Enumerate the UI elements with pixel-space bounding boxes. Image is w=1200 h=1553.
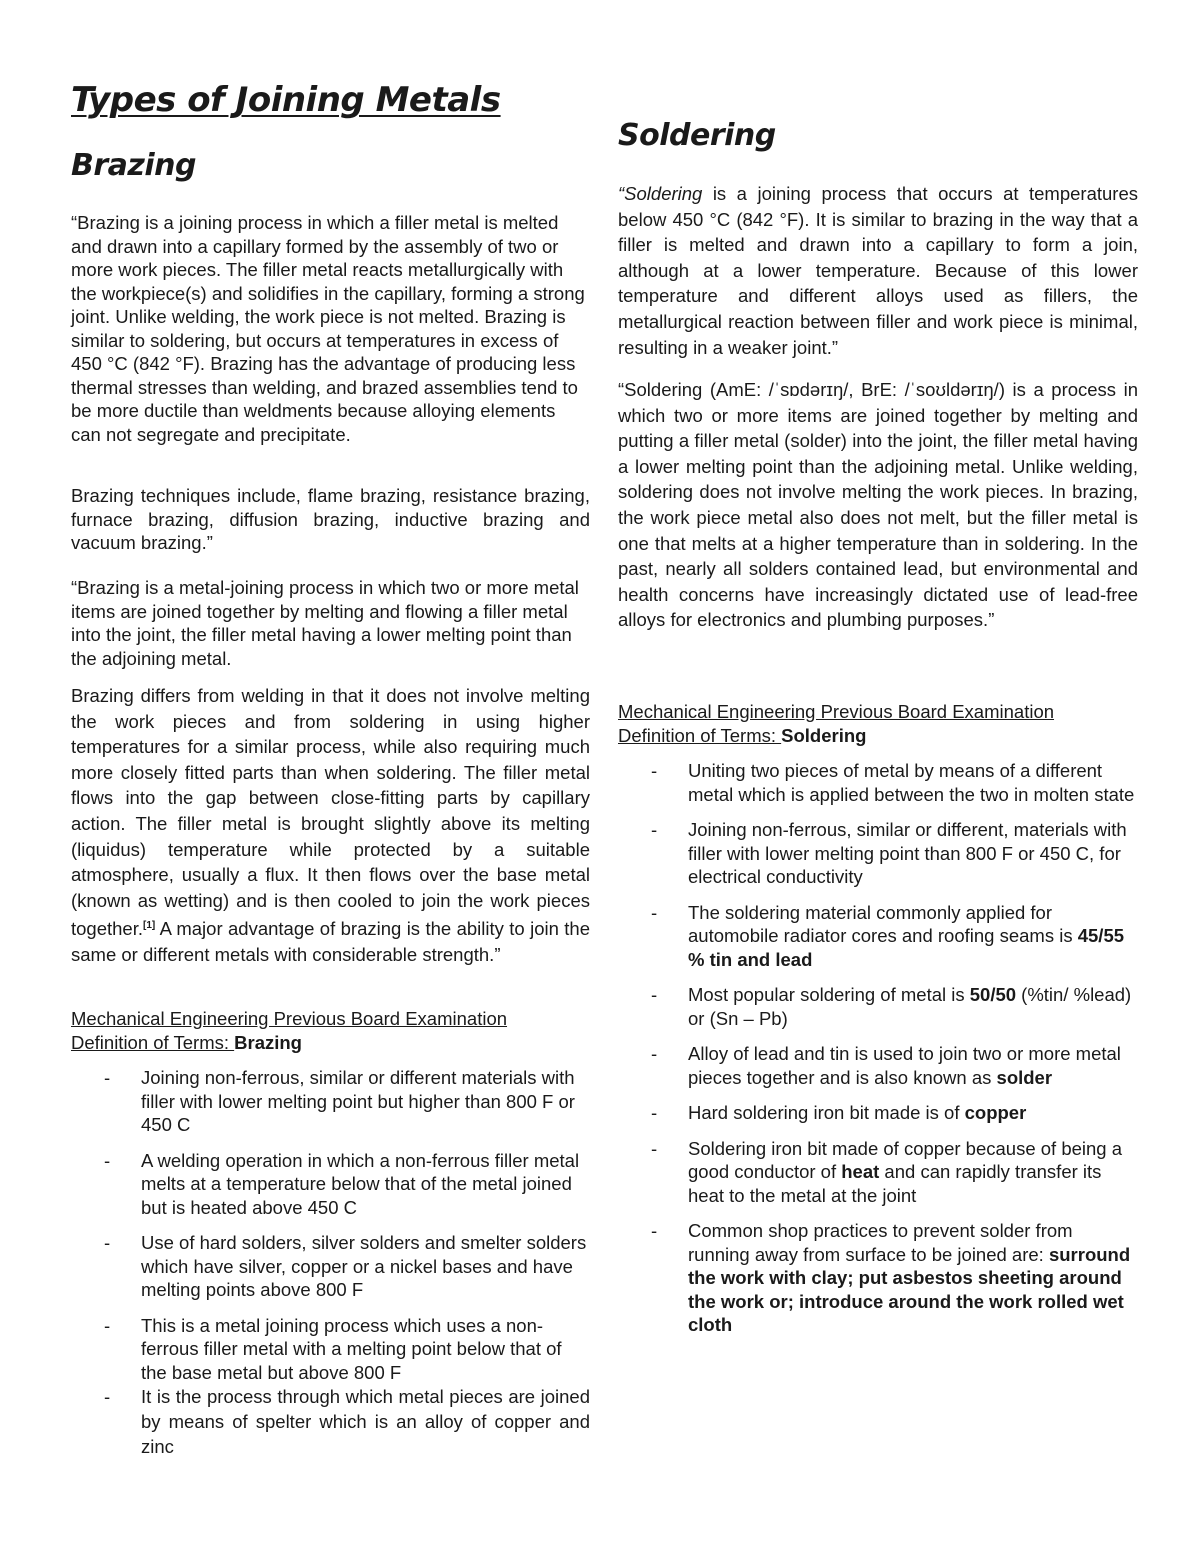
- dash-bullet: -: [651, 1043, 658, 1064]
- dash-bullet: -: [651, 819, 658, 840]
- list-item: [618, 759, 1138, 806]
- page-title: Types of Joining Metals: [71, 80, 501, 120]
- dash-bullet: -: [651, 901, 658, 923]
- ref-term: Brazing: [234, 1031, 302, 1053]
- list-item-text: Use of hard solders, silver solders and smelter solders which have silver, copper or a nickel bases and have melting points above 800 F: [141, 1232, 587, 1300]
- brazing-paragraph-4-body: Brazing differs from welding in that it does not involve melting the work pieces and from soldering in using higher temperatures for a similar process, while also requiring much more closely fitted parts than when soldering. The filler metal flows into the gap between close-fitting parts by capillary action. The filler metal is brought slightly above its melting (liquidus) temperature while protected by a suitable atmosphere, usually a flux. It then flows over the base metal (known as wetting) and is then cooled to join the work pieces together.: [71, 685, 590, 940]
- footnote-mark[interactable]: [1]: [143, 920, 156, 932]
- list-item: [618, 1101, 1138, 1125]
- list-item-text: A welding operation in which a non-ferrous filler metal melts at a temperature below that of the metal joined but is heated above 450 C: [141, 1149, 580, 1218]
- dash-bullet: -: [651, 1220, 658, 1241]
- soldering-reference-heading: [618, 700, 1138, 747]
- list-item: [71, 1066, 590, 1137]
- list-item-bold: solder: [996, 1066, 1053, 1088]
- brazing-paragraph-2: [71, 484, 590, 555]
- list-item-text: Joining non-ferrous, similar or different materials with filler with lower melting point but higher than 800 F or 450 C: [141, 1067, 575, 1135]
- list-item-bold: 50/50: [969, 984, 1017, 1005]
- soldering-paragraph-1: [618, 181, 1138, 360]
- soldering-paragraph-1-text: is a joining process that occurs at temperatures below 450 °C (842 °F). It is similar to brazing in the way that a filler is melted and drawn into a capillary to form a join, although at a lower temperature. Because of this lower temperature and different alloys used as fillers, the metallurgical reaction between filler and work piece is minimal, resulting in a weaker joint.”: [618, 183, 1138, 358]
- dash-bullet: -: [104, 1314, 111, 1336]
- list-item: [71, 1231, 590, 1302]
- brazing-reference-heading: [71, 1007, 590, 1054]
- list-item-text: It is the process through which metal pieces are joined by means of spelter which is an alloy of copper and zinc: [141, 1386, 590, 1457]
- soldering-terms-list: [618, 759, 1138, 1349]
- list-item-text: Alloy of lead and tin is used to join two or more metal pieces together and is also known as: [688, 1043, 1121, 1088]
- list-item-text: Uniting two pieces of metal by means of a different metal which is applied between the two in molten state: [688, 760, 1135, 805]
- brazing-paragraph-1: [71, 211, 590, 446]
- list-item-text: Hard soldering iron bit made is of: [688, 1102, 965, 1123]
- list-item: [618, 1042, 1138, 1089]
- soldering-paragraph-2: [618, 377, 1138, 633]
- list-item-text: The soldering material commonly applied for automobile radiator cores and roofing seams is: [688, 901, 1078, 946]
- dash-bullet: -: [651, 1137, 658, 1159]
- dash-bullet: -: [651, 1102, 658, 1123]
- list-item-text: Most popular soldering of metal is: [688, 984, 970, 1005]
- list-item: [618, 818, 1138, 889]
- brazing-paragraph-3: [71, 576, 590, 670]
- ref-term: Soldering: [781, 724, 867, 746]
- brazing-heading: Brazing: [71, 148, 196, 183]
- dash-bullet: -: [104, 1232, 111, 1253]
- list-item-bold: 45/55 % tin and lead: [688, 925, 1125, 970]
- brazing-paragraph-3-text: “Brazing is a metal-joining process in which two or more metal items are joined together by melting and flowing a filler metal into the joint, the filler metal having a lower melting point than the adjoining metal.: [71, 577, 579, 669]
- list-item: [618, 1137, 1138, 1208]
- list-item: [71, 1384, 590, 1459]
- list-item-bold: heat: [841, 1161, 880, 1182]
- brazing-paragraph-4-text: [71, 683, 590, 968]
- list-item-text: Soldering iron bit made of copper because of being a good conductor of: [688, 1137, 1123, 1182]
- brazing-paragraph-1-text: “Brazing is a joining process in which a filler metal is melted and drawn into a capillary formed by the assembly of two or more work pieces. The filler metal reacts metallurgically with the workpiece(s) and solidifies in the capillary, forming a strong joint. Unlike welding, the work piece is not melted. Brazing is similar to soldering, but occurs at temperatures in excess of 450 °C (842 °F). Brazing has the advantage of producing less thermal stresses than welding, and brazed assemblies tend to be more ductile than weldments because alloying elements can not segregate and precipitate.: [71, 212, 585, 445]
- soldering-heading: Soldering: [618, 118, 776, 153]
- list-item-bold: copper: [964, 1102, 1027, 1123]
- brazing-paragraph-4: [71, 683, 590, 968]
- list-item: [71, 1149, 590, 1220]
- brazing-paragraph-2-text: Brazing techniques include, flame brazing, resistance brazing, furnace brazing, diffusion brazing, inductive brazing and vacuum brazing.”: [71, 485, 590, 553]
- brazing-terms-list: [71, 1066, 590, 1471]
- list-item-text: Common shop practices to prevent solder from running away from surface to be joined are:: [688, 1220, 1073, 1265]
- dash-bullet: -: [104, 1149, 111, 1171]
- list-item-text-after: and can rapidly transfer its heat to the metal at the joint: [688, 1161, 1102, 1206]
- brazing-paragraph-4-tail: A major advantage of brazing is the ability to join the same or different metals with considerable strength.”: [71, 918, 590, 966]
- dash-bullet: -: [651, 984, 658, 1005]
- soldering-paragraph-2-text: “Soldering (AmE: /ˈsɒdərɪŋ/, BrE: /ˈsoʊldərɪŋ/) is a process in which two or more items are joined together by melting and putting a filler metal (solder) into the joint, the filler metal having a lower melting point than the adjoining metal. Unlike welding, soldering does not involve melting the work pieces. In brazing, the work piece metal also does not melt, but the filler metal is one that melts at a higher temperature than in soldering. In the past, nearly all solders contained lead, but environmental and health concerns have increasingly dictated use of lead-free alloys for electronics and plumbing purposes.”: [618, 379, 1138, 631]
- list-item: [71, 1314, 590, 1385]
- list-item: [618, 1219, 1138, 1337]
- dash-bullet: -: [104, 1386, 111, 1407]
- list-item-text: Joining non-ferrous, similar or different, materials with filler with lower melting point than 800 F or 450 C, for electrical conductivity: [688, 819, 1127, 887]
- list-item-text: This is a metal joining process which uses a non-ferrous filler metal with a melting point below that of the base metal but above 800 F: [141, 1314, 562, 1383]
- list-item-bold: surround the work with clay; put asbestos sheeting around the work or; introduce around the work rolled wet cloth: [688, 1243, 1131, 1335]
- dash-bullet: -: [104, 1067, 111, 1088]
- ref-source-line: Mechanical Engineering Previous Board Examination: [71, 1008, 508, 1029]
- ref-definition-label: Definition of Terms:: [618, 724, 782, 746]
- list-item: [618, 901, 1138, 972]
- dash-bullet: -: [651, 760, 658, 781]
- list-item-text-after: (%tin/ %lead) or (Sn – Pb): [688, 984, 1132, 1029]
- soldering-quote-word: “Soldering: [618, 183, 703, 204]
- ref-source-line: Mechanical Engineering Previous Board Examination: [618, 701, 1055, 722]
- list-item: [618, 983, 1138, 1030]
- ref-definition-label: Definition of Terms:: [71, 1031, 235, 1053]
